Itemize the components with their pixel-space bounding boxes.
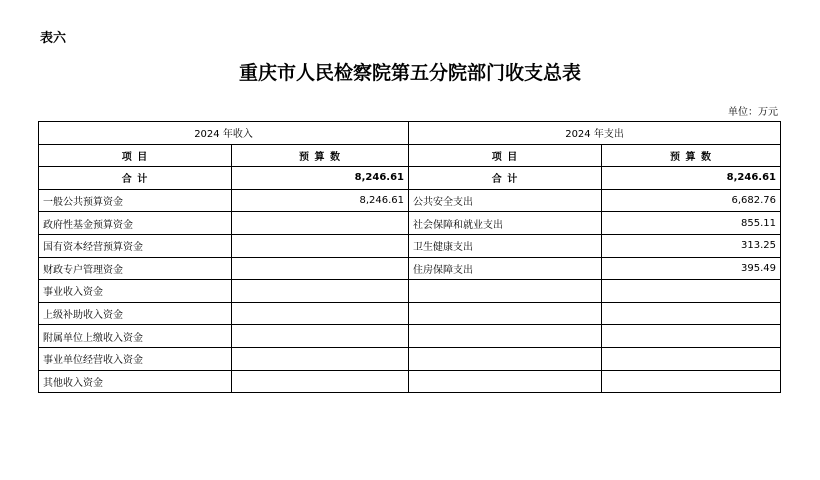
income-amount-cell bbox=[232, 347, 409, 370]
income-group-header: 2024 年收入 bbox=[39, 122, 409, 145]
page-title: 重庆市人民检察院第五分院部门收支总表 bbox=[238, 62, 581, 84]
expense-item-cell: 卫生健康支出 bbox=[409, 234, 602, 257]
table-row bbox=[39, 234, 781, 257]
table-row bbox=[39, 280, 781, 303]
expense-total-value: 8,246.61 bbox=[602, 167, 781, 190]
income-budget-header: 预 算 数 bbox=[232, 144, 409, 167]
income-amount-cell bbox=[232, 257, 409, 280]
income-item-cell: 附属单位上缴收入资金 bbox=[39, 325, 232, 348]
income-item-cell: 其他收入资金 bbox=[39, 370, 232, 393]
income-item-cell: 国有资本经营预算资金 bbox=[39, 234, 232, 257]
expense-item-cell bbox=[409, 370, 602, 393]
expense-item-cell bbox=[409, 280, 602, 303]
income-item-cell: 财政专户管理资金 bbox=[39, 257, 232, 280]
income-item-header: 项 目 bbox=[39, 144, 232, 167]
expense-group-header: 2024 年支出 bbox=[409, 122, 781, 145]
expense-budget-header: 预 算 数 bbox=[602, 144, 781, 167]
expense-item-cell bbox=[409, 325, 602, 348]
expense-amount-cell bbox=[602, 347, 781, 370]
expense-total-label: 合 计 bbox=[409, 167, 602, 190]
expense-amount-cell: 313.25 bbox=[602, 234, 781, 257]
table-row bbox=[39, 257, 781, 280]
expense-amount-cell bbox=[602, 370, 781, 393]
data-rows bbox=[39, 189, 781, 392]
table-row bbox=[39, 325, 781, 348]
unit-note: 单位：万元 bbox=[728, 107, 778, 118]
expense-amount-cell bbox=[602, 302, 781, 325]
table-row bbox=[39, 302, 781, 325]
income-item-cell: 上级补助收入资金 bbox=[39, 302, 232, 325]
income-amount-cell bbox=[232, 280, 409, 303]
income-amount-cell bbox=[232, 234, 409, 257]
table-row bbox=[39, 212, 781, 235]
income-total-label: 合 计 bbox=[39, 167, 232, 190]
income-amount-cell bbox=[232, 212, 409, 235]
income-amount-cell bbox=[232, 302, 409, 325]
expense-amount-cell: 855.11 bbox=[602, 212, 781, 235]
expense-item-header: 项 目 bbox=[409, 144, 602, 167]
expense-amount-cell bbox=[602, 280, 781, 303]
group-header-row bbox=[39, 122, 781, 145]
expense-item-cell: 公共安全支出 bbox=[409, 189, 602, 212]
table-row bbox=[39, 189, 781, 212]
income-amount-cell bbox=[232, 325, 409, 348]
expense-amount-cell: 395.49 bbox=[602, 257, 781, 280]
income-amount-cell bbox=[232, 370, 409, 393]
income-amount-cell: 8,246.61 bbox=[232, 189, 409, 212]
expense-amount-cell: 6,682.76 bbox=[602, 189, 781, 212]
income-total-value: 8,246.61 bbox=[232, 167, 409, 190]
income-item-cell: 事业收入资金 bbox=[39, 280, 232, 303]
expense-item-cell bbox=[409, 302, 602, 325]
income-item-cell: 一般公共预算资金 bbox=[39, 189, 232, 212]
table-row bbox=[39, 347, 781, 370]
expense-item-cell: 住房保障支出 bbox=[409, 257, 602, 280]
table-row bbox=[39, 370, 781, 393]
total-row bbox=[39, 167, 781, 190]
table-label: 表六 bbox=[40, 31, 67, 46]
expense-item-cell bbox=[409, 347, 602, 370]
expense-item-cell: 社会保障和就业支出 bbox=[409, 212, 602, 235]
budget-summary-table bbox=[38, 121, 781, 393]
income-item-cell: 事业单位经营收入资金 bbox=[39, 347, 232, 370]
expense-amount-cell bbox=[602, 325, 781, 348]
column-header-row bbox=[39, 144, 781, 167]
income-item-cell: 政府性基金预算资金 bbox=[39, 212, 232, 235]
